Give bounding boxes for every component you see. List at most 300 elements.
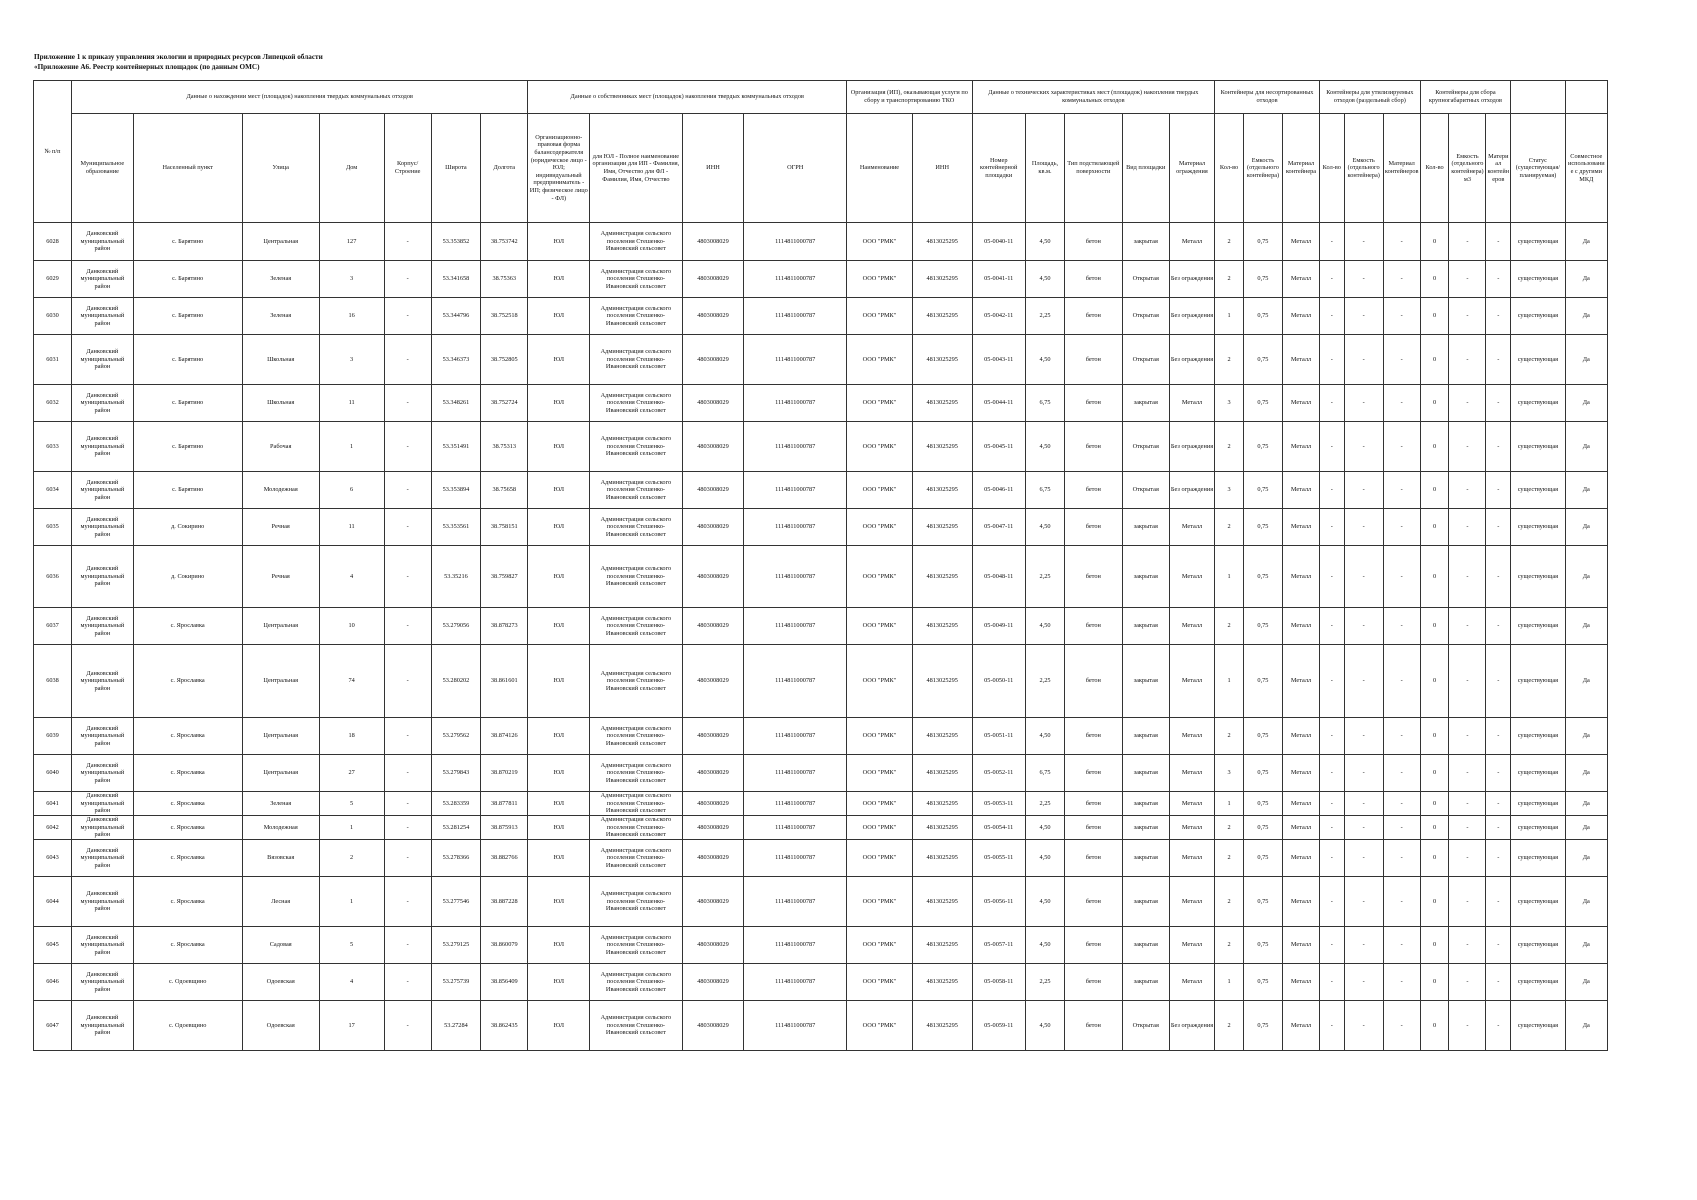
cell-area: 4,50 xyxy=(1025,422,1064,472)
cell-bulky-material: - xyxy=(1486,718,1511,755)
cell-unsorted-volume: 0,75 xyxy=(1243,755,1282,792)
col-header-bulky-volume: Емкость (отдельного контейнера) м3 xyxy=(1449,114,1486,223)
table-row xyxy=(34,546,1608,608)
cell-recyclable-material: - xyxy=(1383,645,1420,718)
caption-line-2: «Приложение А6. Реестр контейнерных площадок (по данным ОМС) xyxy=(34,63,260,71)
cell-status: существующая xyxy=(1511,422,1565,472)
cell-row-number: 6043 xyxy=(34,840,72,877)
cell-settlement: с. Барятино xyxy=(133,385,242,422)
cell-owner-name: Администрация сельского поселения Стешенко-Ивановский сельсовет xyxy=(590,877,683,927)
cell-recyclable-volume: - xyxy=(1344,223,1383,261)
cell-bulky-volume: - xyxy=(1449,1001,1486,1051)
cell-recyclable-material: - xyxy=(1383,261,1420,298)
cell-municipality: Данковский муниципальный район xyxy=(72,608,134,645)
cell-ogrn: 1114811000787 xyxy=(744,298,847,335)
cell-unsorted-count: 3 xyxy=(1215,385,1244,422)
cell-building: - xyxy=(384,223,431,261)
document-caption xyxy=(34,52,323,72)
cell-recyclable-count: - xyxy=(1319,816,1344,840)
col-header-municipality: Муниципальное образование xyxy=(72,114,134,223)
cell-bulky-count: 0 xyxy=(1420,927,1449,964)
cell-surface: бетон xyxy=(1065,927,1123,964)
col-header-unsorted-material: Материал контейнера xyxy=(1282,114,1319,223)
cell-operator-inn: 4813025295 xyxy=(912,927,972,964)
cell-unsorted-material: Металл xyxy=(1282,223,1319,261)
cell-ogrn: 1114811000787 xyxy=(744,261,847,298)
cell-unsorted-material: Металл xyxy=(1282,261,1319,298)
cell-site-kind: Открытая xyxy=(1122,472,1169,509)
cell-recyclable-material: - xyxy=(1383,816,1420,840)
cell-recyclable-volume: - xyxy=(1344,792,1383,816)
cell-owner-name: Администрация сельского поселения Стешенко-Ивановский сельсовет xyxy=(590,472,683,509)
cell-unsorted-volume: 0,75 xyxy=(1243,792,1282,816)
cell-area: 4,50 xyxy=(1025,840,1064,877)
cell-bulky-volume: - xyxy=(1449,645,1486,718)
cell-row-number: 6037 xyxy=(34,608,72,645)
cell-owner-name: Администрация сельского поселения Стешенко-Ивановский сельсовет xyxy=(590,298,683,335)
cell-bulky-volume: - xyxy=(1449,792,1486,816)
cell-recyclable-count: - xyxy=(1319,964,1344,1001)
cell-recyclable-material: - xyxy=(1383,223,1420,261)
cell-fence: Металл xyxy=(1169,877,1214,927)
cell-building: - xyxy=(384,261,431,298)
col-header-shared-use: Совместное использование с другими МКД xyxy=(1565,114,1607,223)
cell-site-number: 05-0044-11 xyxy=(972,385,1025,422)
cell-settlement: с. Барятино xyxy=(133,223,242,261)
cell-latitude: 53.277546 xyxy=(431,877,480,927)
cell-shared-use: Да xyxy=(1565,385,1607,422)
cell-recyclable-material: - xyxy=(1383,840,1420,877)
cell-owner-inn: 4803008029 xyxy=(682,608,744,645)
cell-status: существующая xyxy=(1511,755,1565,792)
cell-bulky-material: - xyxy=(1486,927,1511,964)
cell-row-number: 6030 xyxy=(34,298,72,335)
cell-building: - xyxy=(384,422,431,472)
cell-recyclable-count: - xyxy=(1319,927,1344,964)
cell-building: - xyxy=(384,964,431,1001)
cell-unsorted-material: Металл xyxy=(1282,755,1319,792)
cell-legal-form: ЮЛ xyxy=(528,546,590,608)
cell-operator-inn: 4813025295 xyxy=(912,840,972,877)
cell-bulky-volume: - xyxy=(1449,964,1486,1001)
cell-municipality: Данковский муниципальный район xyxy=(72,840,134,877)
cell-row-number: 6046 xyxy=(34,964,72,1001)
cell-operator-inn: 4813025295 xyxy=(912,422,972,472)
cell-ogrn: 1114811000787 xyxy=(744,546,847,608)
cell-settlement: с. Барятино xyxy=(133,261,242,298)
table-row xyxy=(34,840,1608,877)
cell-ogrn: 1114811000787 xyxy=(744,385,847,422)
cell-longitude: 38.875913 xyxy=(481,816,528,840)
cell-shared-use: Да xyxy=(1565,261,1607,298)
cell-site-kind: закрытая xyxy=(1122,927,1169,964)
cell-site-number: 05-0045-11 xyxy=(972,422,1025,472)
cell-municipality: Данковский муниципальный район xyxy=(72,964,134,1001)
cell-unsorted-volume: 0,75 xyxy=(1243,223,1282,261)
cell-site-kind: Открытая xyxy=(1122,1001,1169,1051)
cell-bulky-count: 0 xyxy=(1420,422,1449,472)
cell-operator-name: ООО "РМК" xyxy=(847,755,913,792)
cell-bulky-material: - xyxy=(1486,546,1511,608)
cell-operator-inn: 4813025295 xyxy=(912,877,972,927)
cell-municipality: Данковский муниципальный район xyxy=(72,755,134,792)
cell-ogrn: 1114811000787 xyxy=(744,927,847,964)
cell-bulky-volume: - xyxy=(1449,261,1486,298)
cell-owner-name: Администрация сельского поселения Стешенко-Ивановский сельсовет xyxy=(590,792,683,816)
cell-unsorted-volume: 0,75 xyxy=(1243,509,1282,546)
cell-operator-inn: 4813025295 xyxy=(912,298,972,335)
cell-recyclable-volume: - xyxy=(1344,718,1383,755)
cell-building: - xyxy=(384,385,431,422)
cell-status: существующая xyxy=(1511,964,1565,1001)
cell-legal-form: ЮЛ xyxy=(528,298,590,335)
cell-bulky-material: - xyxy=(1486,385,1511,422)
table-row xyxy=(34,335,1608,385)
cell-latitude: 53.279125 xyxy=(431,927,480,964)
cell-area: 6,75 xyxy=(1025,385,1064,422)
cell-recyclable-volume: - xyxy=(1344,816,1383,840)
cell-recyclable-volume: - xyxy=(1344,472,1383,509)
cell-operator-inn: 4813025295 xyxy=(912,385,972,422)
cell-street: Центральная xyxy=(242,645,319,718)
cell-row-number: 6035 xyxy=(34,509,72,546)
cell-unsorted-count: 1 xyxy=(1215,298,1244,335)
cell-row-number: 6045 xyxy=(34,927,72,964)
col-header-owner-name: для ЮЛ - Полное наименование организации для ИП - Фамилия, Имя, Отчество для ФЛ - Фамилия, Имя, Отчество xyxy=(590,114,683,223)
cell-operator-name: ООО "РМК" xyxy=(847,509,913,546)
cell-recyclable-material: - xyxy=(1383,927,1420,964)
cell-fence: Металл xyxy=(1169,718,1214,755)
cell-owner-name: Администрация сельского поселения Стешенко-Ивановский сельсовет xyxy=(590,1001,683,1051)
cell-surface: бетон xyxy=(1065,792,1123,816)
cell-bulky-material: - xyxy=(1486,298,1511,335)
col-header-legal-form: Организационно-правовая форма балансодержателя (юридическое лицо - ЮЛ; индивидуальный предприниматель - ИП; физическое лицо - ФЛ) xyxy=(528,114,590,223)
cell-unsorted-volume: 0,75 xyxy=(1243,645,1282,718)
cell-bulky-volume: - xyxy=(1449,385,1486,422)
cell-unsorted-material: Металл xyxy=(1282,1001,1319,1051)
cell-unsorted-material: Металл xyxy=(1282,422,1319,472)
cell-municipality: Данковский муниципальный район xyxy=(72,718,134,755)
cell-surface: бетон xyxy=(1065,755,1123,792)
cell-bulky-count: 0 xyxy=(1420,792,1449,816)
cell-operator-name: ООО "РМК" xyxy=(847,223,913,261)
table-row xyxy=(34,877,1608,927)
header-group-location: Данные о нахождении мест (площадок) накопления твердых коммунальных отходов xyxy=(72,81,528,114)
cell-status: существующая xyxy=(1511,718,1565,755)
cell-legal-form: ЮЛ xyxy=(528,422,590,472)
cell-recyclable-count: - xyxy=(1319,755,1344,792)
cell-status: существующая xyxy=(1511,645,1565,718)
col-header-fence: Материал ограждения xyxy=(1169,114,1214,223)
cell-house: 11 xyxy=(319,385,384,422)
cell-settlement: с. Ярославка xyxy=(133,755,242,792)
cell-recyclable-count: - xyxy=(1319,792,1344,816)
cell-operator-name: ООО "РМК" xyxy=(847,927,913,964)
cell-operator-inn: 4813025295 xyxy=(912,718,972,755)
cell-settlement: с. Барятино xyxy=(133,422,242,472)
cell-owner-inn: 4803008029 xyxy=(682,792,744,816)
cell-unsorted-volume: 0,75 xyxy=(1243,298,1282,335)
cell-owner-name: Администрация сельского поселения Стешенко-Ивановский сельсовет xyxy=(590,385,683,422)
header-group-recyclable-containers: Контейнеры для утилизируемых отходов (раздельный сбор) xyxy=(1319,81,1420,114)
cell-settlement: с. Барятино xyxy=(133,472,242,509)
cell-building: - xyxy=(384,645,431,718)
cell-unsorted-material: Металл xyxy=(1282,840,1319,877)
cell-surface: бетон xyxy=(1065,546,1123,608)
cell-latitude: 53.275739 xyxy=(431,964,480,1001)
cell-street: Одоевская xyxy=(242,1001,319,1051)
cell-municipality: Данковский муниципальный район xyxy=(72,645,134,718)
cell-fence: Металл xyxy=(1169,840,1214,877)
cell-latitude: 53.344796 xyxy=(431,298,480,335)
cell-unsorted-count: 1 xyxy=(1215,546,1244,608)
cell-legal-form: ЮЛ xyxy=(528,964,590,1001)
col-header-bulky-count: Кол-во xyxy=(1420,114,1449,223)
cell-shared-use: Да xyxy=(1565,840,1607,877)
cell-ogrn: 1114811000787 xyxy=(744,335,847,385)
cell-unsorted-volume: 0,75 xyxy=(1243,1001,1282,1051)
cell-building: - xyxy=(384,298,431,335)
cell-bulky-count: 0 xyxy=(1420,509,1449,546)
cell-bulky-count: 0 xyxy=(1420,840,1449,877)
cell-area: 4,50 xyxy=(1025,223,1064,261)
cell-building: - xyxy=(384,335,431,385)
cell-shared-use: Да xyxy=(1565,927,1607,964)
cell-surface: бетон xyxy=(1065,298,1123,335)
cell-status: существующая xyxy=(1511,546,1565,608)
cell-latitude: 53.346373 xyxy=(431,335,480,385)
cell-recyclable-count: - xyxy=(1319,645,1344,718)
cell-shared-use: Да xyxy=(1565,546,1607,608)
cell-operator-name: ООО "РМК" xyxy=(847,335,913,385)
col-header-ogrn: ОГРН xyxy=(744,114,847,223)
cell-street: Молодежная xyxy=(242,472,319,509)
header-blank-shared xyxy=(1565,81,1607,114)
cell-latitude: 53.27284 xyxy=(431,1001,480,1051)
cell-house: 4 xyxy=(319,964,384,1001)
col-header-settlement: Населенный пункт xyxy=(133,114,242,223)
cell-recyclable-material: - xyxy=(1383,964,1420,1001)
cell-house: 16 xyxy=(319,298,384,335)
cell-fence: Металл xyxy=(1169,645,1214,718)
cell-street: Одоевская xyxy=(242,964,319,1001)
cell-area: 4,50 xyxy=(1025,1001,1064,1051)
cell-settlement: д. Сокирино xyxy=(133,509,242,546)
cell-row-number: 6044 xyxy=(34,877,72,927)
cell-status: существующая xyxy=(1511,385,1565,422)
cell-house: 1 xyxy=(319,422,384,472)
cell-unsorted-count: 1 xyxy=(1215,964,1244,1001)
cell-operator-inn: 4813025295 xyxy=(912,335,972,385)
cell-fence: Без ограждения xyxy=(1169,422,1214,472)
cell-latitude: 53.283359 xyxy=(431,792,480,816)
table-row xyxy=(34,472,1608,509)
cell-site-number: 05-0056-11 xyxy=(972,877,1025,927)
cell-legal-form: ЮЛ xyxy=(528,509,590,546)
table-row xyxy=(34,927,1608,964)
cell-bulky-volume: - xyxy=(1449,608,1486,645)
cell-shared-use: Да xyxy=(1565,877,1607,927)
cell-street: Школьная xyxy=(242,385,319,422)
cell-site-number: 05-0050-11 xyxy=(972,645,1025,718)
cell-latitude: 53.278366 xyxy=(431,840,480,877)
cell-site-number: 05-0054-11 xyxy=(972,816,1025,840)
cell-area: 4,50 xyxy=(1025,509,1064,546)
cell-building: - xyxy=(384,792,431,816)
col-header-surface: Тип подстилающей поверхности xyxy=(1065,114,1123,223)
cell-fence: Без ограждения xyxy=(1169,298,1214,335)
cell-area: 4,50 xyxy=(1025,927,1064,964)
cell-ogrn: 1114811000787 xyxy=(744,422,847,472)
cell-status: существующая xyxy=(1511,840,1565,877)
cell-recyclable-volume: - xyxy=(1344,298,1383,335)
cell-recyclable-count: - xyxy=(1319,608,1344,645)
cell-owner-inn: 4803008029 xyxy=(682,877,744,927)
cell-unsorted-count: 2 xyxy=(1215,509,1244,546)
cell-bulky-count: 0 xyxy=(1420,816,1449,840)
cell-street: Зеленая xyxy=(242,298,319,335)
cell-longitude: 38.752724 xyxy=(481,385,528,422)
cell-recyclable-material: - xyxy=(1383,472,1420,509)
cell-operator-name: ООО "РМК" xyxy=(847,261,913,298)
table-row xyxy=(34,385,1608,422)
cell-latitude: 53.279562 xyxy=(431,718,480,755)
cell-unsorted-count: 3 xyxy=(1215,755,1244,792)
cell-unsorted-material: Металл xyxy=(1282,472,1319,509)
cell-owner-inn: 4803008029 xyxy=(682,335,744,385)
cell-municipality: Данковский муниципальный район xyxy=(72,927,134,964)
cell-settlement: с. Ярославка xyxy=(133,877,242,927)
cell-unsorted-volume: 0,75 xyxy=(1243,877,1282,927)
cell-operator-inn: 4813025295 xyxy=(912,645,972,718)
cell-owner-inn: 4803008029 xyxy=(682,422,744,472)
cell-building: - xyxy=(384,840,431,877)
cell-bulky-count: 0 xyxy=(1420,385,1449,422)
header-blank-status xyxy=(1511,81,1565,114)
cell-ogrn: 1114811000787 xyxy=(744,964,847,1001)
cell-unsorted-material: Металл xyxy=(1282,645,1319,718)
cell-bulky-material: - xyxy=(1486,964,1511,1001)
cell-unsorted-material: Металл xyxy=(1282,298,1319,335)
cell-site-kind: закрытая xyxy=(1122,755,1169,792)
col-header-recyclable-material: Материал контейнеров xyxy=(1383,114,1420,223)
cell-site-kind: закрытая xyxy=(1122,877,1169,927)
cell-latitude: 53.351491 xyxy=(431,422,480,472)
col-header-owner-inn: ИНН xyxy=(682,114,744,223)
container-sites-registry-table xyxy=(33,80,1608,1051)
cell-shared-use: Да xyxy=(1565,509,1607,546)
header-group-operator: Организация (ИП), оказывающая услуги по сбору и транспортированию ТКО xyxy=(847,81,972,114)
cell-street: Лесная xyxy=(242,877,319,927)
cell-recyclable-volume: - xyxy=(1344,335,1383,385)
cell-bulky-count: 0 xyxy=(1420,261,1449,298)
cell-ogrn: 1114811000787 xyxy=(744,718,847,755)
cell-site-number: 05-0048-11 xyxy=(972,546,1025,608)
cell-longitude: 38.753742 xyxy=(481,223,528,261)
cell-owner-name: Администрация сельского поселения Стешенко-Ивановский сельсовет xyxy=(590,223,683,261)
cell-house: 17 xyxy=(319,1001,384,1051)
cell-surface: бетон xyxy=(1065,877,1123,927)
cell-row-number: 6034 xyxy=(34,472,72,509)
table-row xyxy=(34,261,1608,298)
cell-longitude: 38.860079 xyxy=(481,927,528,964)
cell-fence: Металл xyxy=(1169,608,1214,645)
table-row xyxy=(34,816,1608,840)
table-row xyxy=(34,964,1608,1001)
cell-shared-use: Да xyxy=(1565,223,1607,261)
col-header-recyclable-count: Кол-во xyxy=(1319,114,1344,223)
cell-recyclable-count: - xyxy=(1319,840,1344,877)
cell-unsorted-volume: 0,75 xyxy=(1243,816,1282,840)
cell-bulky-volume: - xyxy=(1449,718,1486,755)
cell-area: 4,50 xyxy=(1025,608,1064,645)
cell-ogrn: 1114811000787 xyxy=(744,755,847,792)
cell-row-number: 6033 xyxy=(34,422,72,472)
col-header-bulky-material: Материал контейнеров xyxy=(1486,114,1511,223)
cell-shared-use: Да xyxy=(1565,1001,1607,1051)
cell-operator-name: ООО "РМК" xyxy=(847,546,913,608)
cell-legal-form: ЮЛ xyxy=(528,261,590,298)
col-header-area: Площадь, кв.м. xyxy=(1025,114,1064,223)
col-header-unsorted-volume: Емкость (отдельного контейнера) xyxy=(1243,114,1282,223)
cell-unsorted-material: Металл xyxy=(1282,385,1319,422)
cell-house: 11 xyxy=(319,509,384,546)
cell-latitude: 53.341658 xyxy=(431,261,480,298)
cell-row-number: 6029 xyxy=(34,261,72,298)
cell-shared-use: Да xyxy=(1565,645,1607,718)
cell-building: - xyxy=(384,509,431,546)
cell-bulky-volume: - xyxy=(1449,298,1486,335)
cell-bulky-material: - xyxy=(1486,608,1511,645)
cell-recyclable-volume: - xyxy=(1344,840,1383,877)
cell-status: существующая xyxy=(1511,1001,1565,1051)
cell-recyclable-volume: - xyxy=(1344,546,1383,608)
cell-unsorted-count: 2 xyxy=(1215,422,1244,472)
cell-house: 5 xyxy=(319,927,384,964)
header-row-number: № п/п xyxy=(34,81,72,223)
cell-municipality: Данковский муниципальный район xyxy=(72,816,134,840)
cell-recyclable-material: - xyxy=(1383,877,1420,927)
cell-status: существующая xyxy=(1511,927,1565,964)
cell-municipality: Данковский муниципальный район xyxy=(72,509,134,546)
cell-street: Зеленая xyxy=(242,792,319,816)
cell-status: существующая xyxy=(1511,472,1565,509)
cell-shared-use: Да xyxy=(1565,792,1607,816)
cell-site-number: 05-0047-11 xyxy=(972,509,1025,546)
cell-settlement: с. Одоевщино xyxy=(133,964,242,1001)
cell-shared-use: Да xyxy=(1565,755,1607,792)
cell-bulky-material: - xyxy=(1486,1001,1511,1051)
cell-surface: бетон xyxy=(1065,816,1123,840)
cell-surface: бетон xyxy=(1065,223,1123,261)
cell-area: 4,50 xyxy=(1025,718,1064,755)
col-header-recyclable-volume: Емкость (отдельного контейнера) xyxy=(1344,114,1383,223)
header-group-row xyxy=(34,81,1608,114)
cell-recyclable-volume: - xyxy=(1344,927,1383,964)
cell-building: - xyxy=(384,546,431,608)
cell-settlement: с. Ярославка xyxy=(133,608,242,645)
cell-recyclable-material: - xyxy=(1383,546,1420,608)
cell-fence: Металл xyxy=(1169,223,1214,261)
cell-operator-name: ООО "РМК" xyxy=(847,718,913,755)
cell-bulky-material: - xyxy=(1486,840,1511,877)
cell-status: существующая xyxy=(1511,261,1565,298)
cell-surface: бетон xyxy=(1065,422,1123,472)
cell-surface: бетон xyxy=(1065,385,1123,422)
cell-house: 6 xyxy=(319,472,384,509)
cell-street: Центральная xyxy=(242,608,319,645)
cell-settlement: с. Барятино xyxy=(133,335,242,385)
